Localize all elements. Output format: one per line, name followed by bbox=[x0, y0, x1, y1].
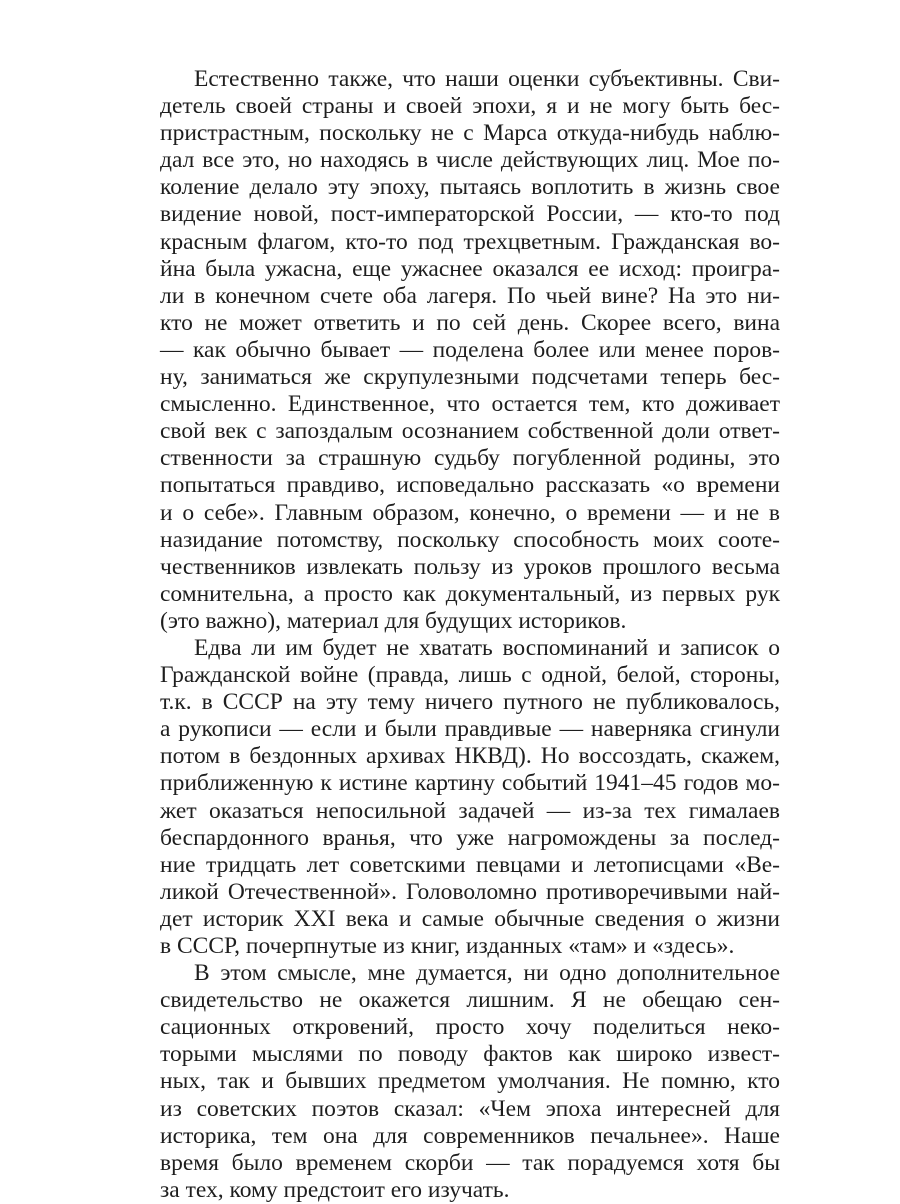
text-line: т.к. в СССР на эту тему ничего путного не публиковалось, bbox=[160, 689, 780, 716]
text-line: ных, так и бывших предметом умолчания. Не помню, кто bbox=[160, 1068, 780, 1095]
text-line: из советских поэтов сказал: «Чем эпоха интересней для bbox=[160, 1095, 780, 1122]
text-line: йна была ужасна, еще ужаснее оказался ее исход: проигра- bbox=[160, 255, 780, 282]
text-line: В этом смысле, мне думается, ни одно дополнительное bbox=[194, 960, 780, 987]
text-line: назидание потомству, поскольку способность моих соотe- bbox=[160, 526, 780, 553]
text-line: детель своей страны и своей эпохи, я и не могу быть бес- bbox=[160, 93, 780, 120]
text-line: красным флагом, кто-то под трехцветным. Гражданская во- bbox=[160, 228, 780, 255]
text-line: свидетельство не окажется лишним. Я не обещаю сен- bbox=[160, 987, 780, 1014]
text-line: а рукописи — если и были правдивые — наверняка сгинули bbox=[160, 716, 780, 743]
text-line: видение новой, пост-императорской России, — кто-то под bbox=[160, 201, 780, 228]
text-line: попытаться правдиво, исповедально рассказать «о времени bbox=[160, 472, 780, 499]
text-line: время было временем скорби — так порадуемся хотя бы bbox=[160, 1149, 780, 1176]
text-line: смысленно. Единственное, что остается тем, кто доживает bbox=[160, 391, 780, 418]
text-line: чественников извлекать пользу из уроков прошлого весьма bbox=[160, 553, 780, 580]
text-line: и о себе». Главным образом, конечно, о времени — и не в bbox=[160, 499, 780, 526]
paragraph-3 bbox=[160, 960, 780, 1204]
text-line: — как обычно бывает — поделена более или менее поров- bbox=[160, 336, 780, 363]
text-line: кто не может ответить и по сей день. Скорее всего, вина bbox=[160, 309, 780, 336]
text-line: коление делало эту эпоху, пытаясь воплотить в жизнь свое bbox=[160, 174, 780, 201]
text-line: пристрастным, поскольку не с Марса откуда-нибудь наблю- bbox=[160, 120, 780, 147]
text-line: в СССР, почерпнутые из книг, изданных «там» и «здесь». bbox=[160, 933, 735, 959]
body-text bbox=[160, 66, 780, 1204]
text-line: Едва ли им будет не хватать воспоминаний и записок о bbox=[194, 634, 780, 661]
text-line: за тех, кому предстоит его изучать. bbox=[160, 1176, 510, 1203]
text-line: ли в конечном счете оба лагеря. По чьей вине? На это ни- bbox=[160, 282, 780, 309]
text-line: сомнительна, а просто как документальный, из первых рук bbox=[160, 580, 780, 607]
text-line: сационных откровений, просто хочу поделиться неко- bbox=[160, 1014, 780, 1041]
text-line: ликой Отечественной». Головоломно противоречивыми най- bbox=[160, 878, 780, 905]
text-line: дал все это, но находясь в числе действующих лиц. Мое по- bbox=[160, 147, 780, 174]
text-line: жет оказаться непосильной задачей — из-за тех гималаев bbox=[160, 797, 780, 824]
text-line: приближенную к истине картину событий 1941–45 годов мо- bbox=[160, 770, 780, 797]
text-line: ну, заниматься же скрупулезными подсчетами теперь бес- bbox=[160, 364, 780, 391]
text-line: (это важно), материал для будущих историков. bbox=[160, 607, 627, 634]
text-line: ственности за страшную судьбу погубленной родины, это bbox=[160, 445, 780, 472]
text-line: потом в бездонных архивах НКВД). Но воссоздать, скажем, bbox=[160, 743, 780, 770]
text-line: торыми мыслями по поводу фактов как широко извест- bbox=[160, 1041, 780, 1068]
text-line: историка, тем она для современников печальнее». Наше bbox=[160, 1122, 780, 1149]
text-line: свой век с запоздалым осознанием собственной доли ответ- bbox=[160, 418, 780, 445]
text-line: Гражданской войне (правда, лишь с одной, белой, стороны, bbox=[160, 662, 780, 689]
paragraph-1 bbox=[160, 66, 780, 635]
text-line: беспардонного вранья, что уже нагромождены за послед- bbox=[160, 824, 780, 851]
paragraph-2 bbox=[160, 635, 780, 960]
text-line: Естественно также, что наши оценки субъективны. Сви- bbox=[194, 66, 780, 92]
text-line: дет историк XXI века и самые обычные сведения о жизни bbox=[160, 905, 780, 932]
text-line: ние тридцать лет советскими певцами и летописцами «Ве- bbox=[160, 851, 780, 878]
